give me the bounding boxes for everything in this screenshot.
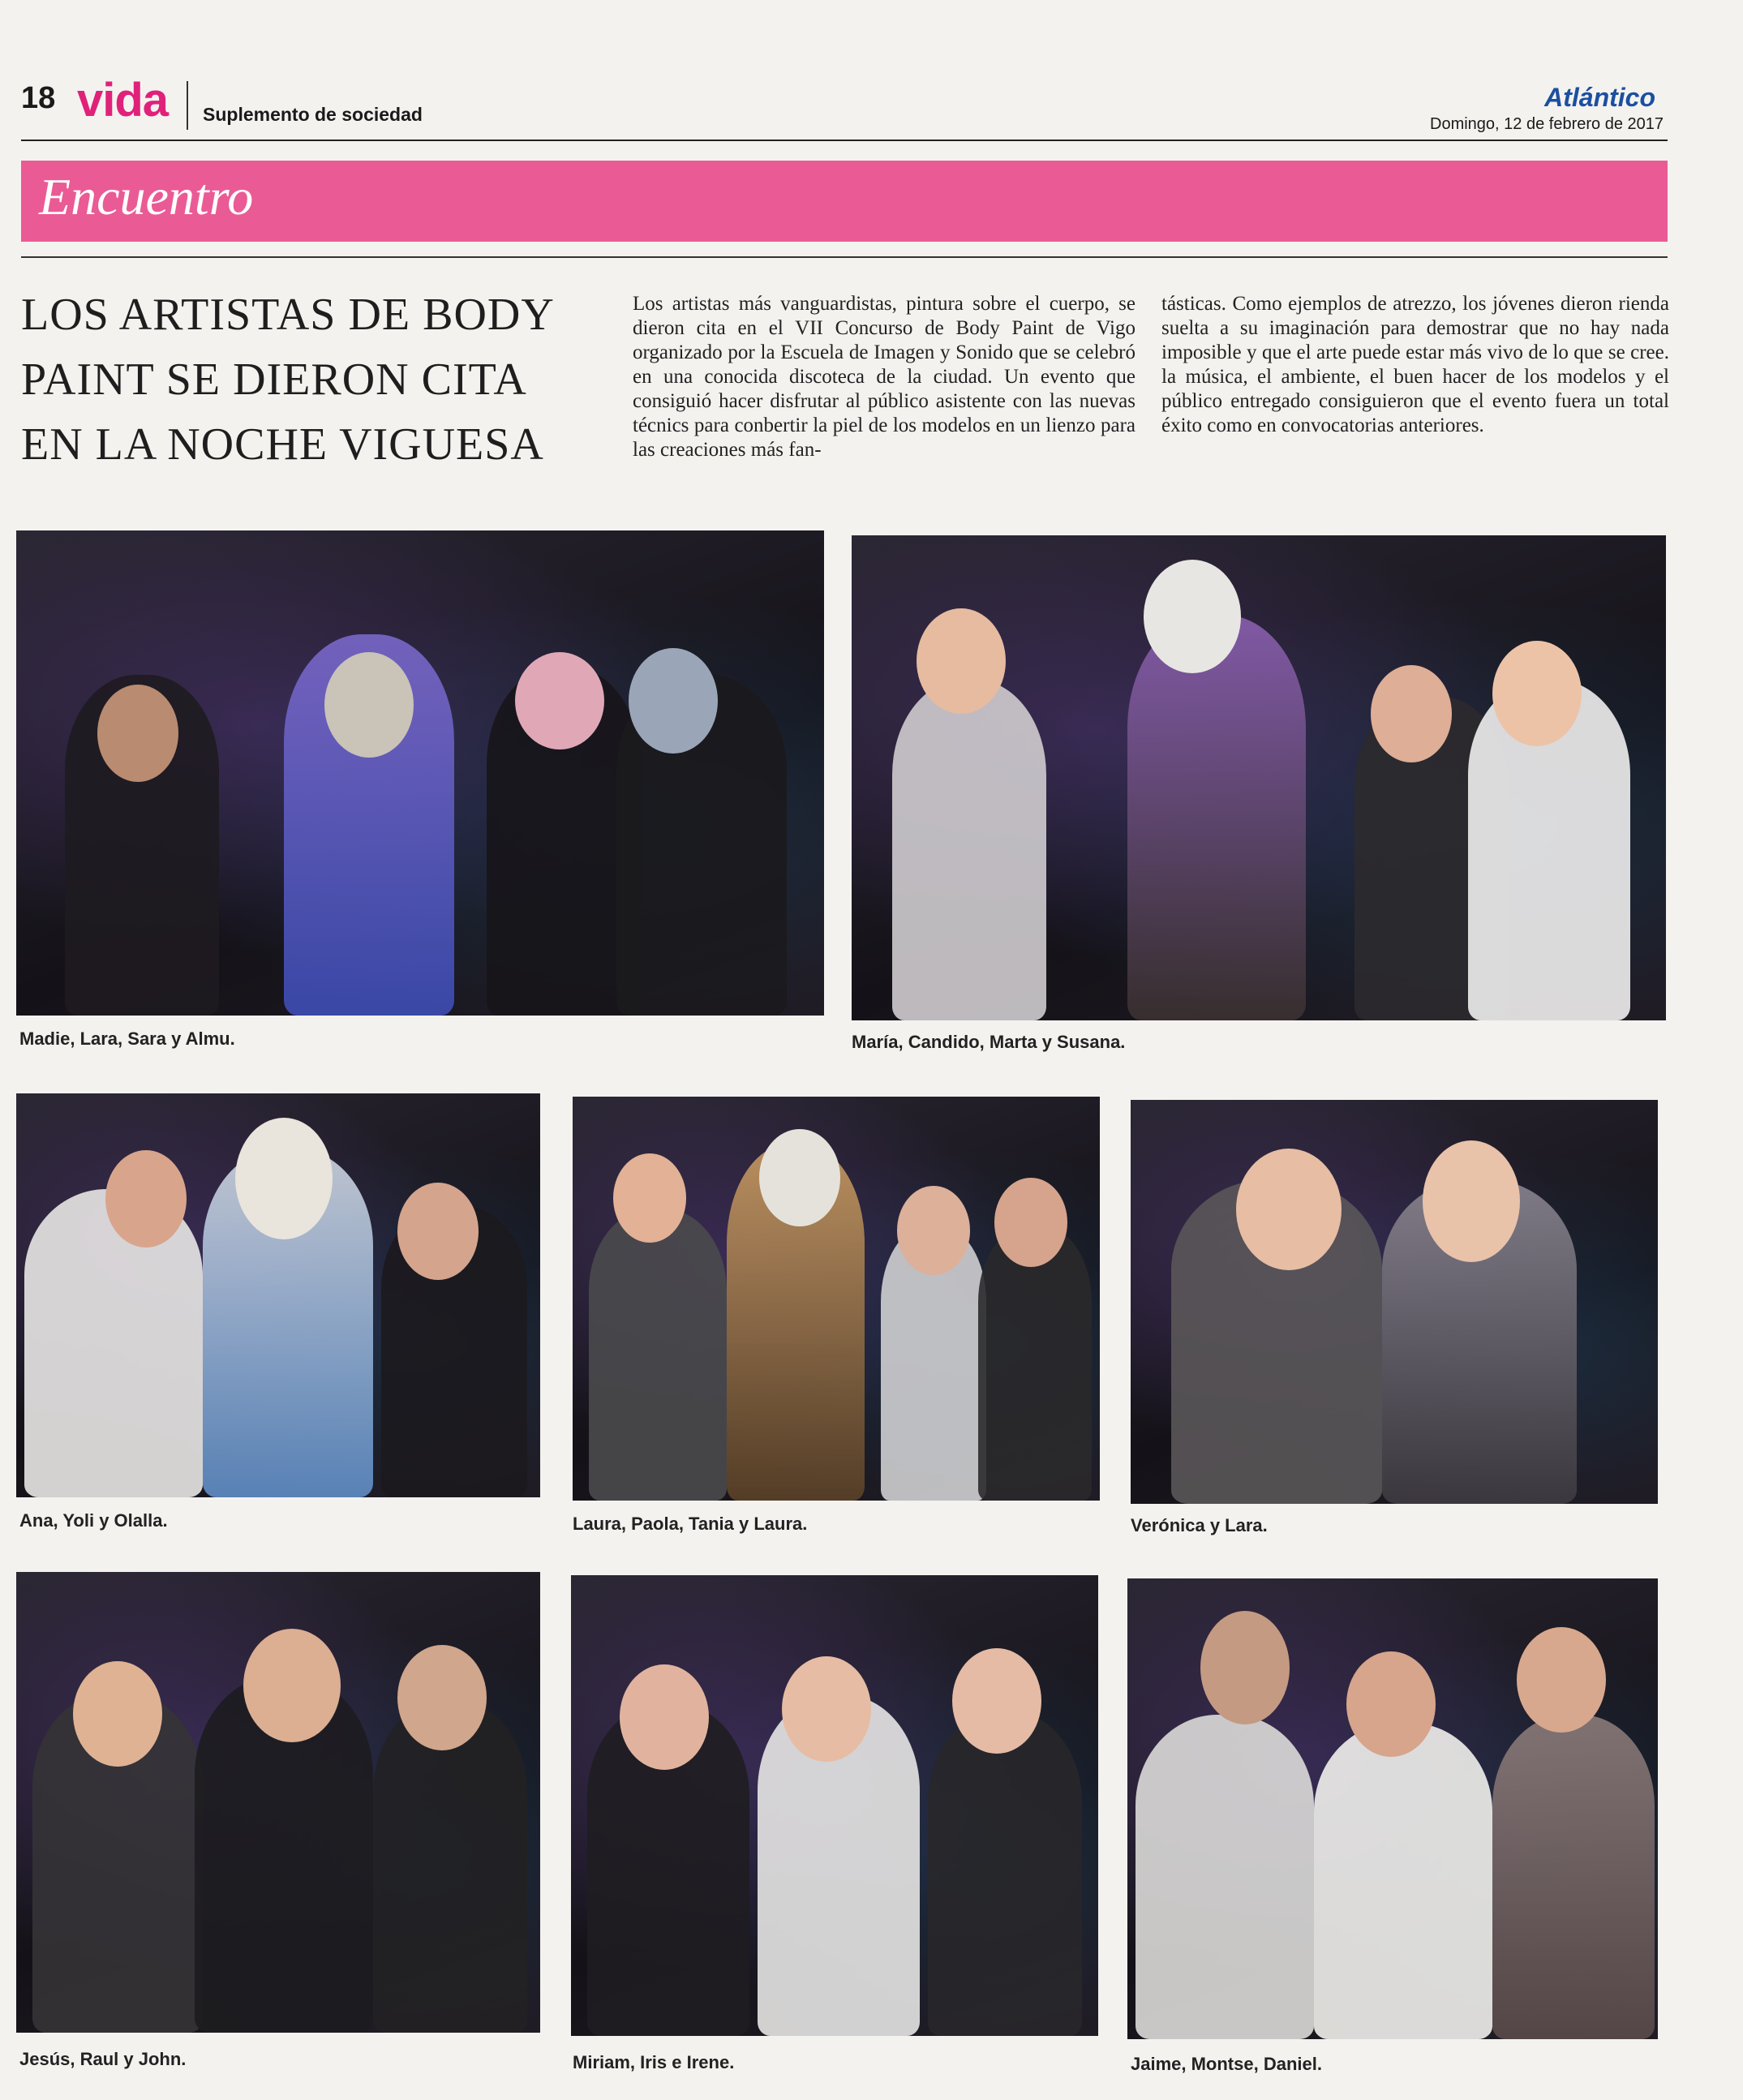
- photo-3: [16, 1093, 540, 1497]
- photo-4-caption: Laura, Paola, Tania y Laura.: [573, 1514, 808, 1534]
- section-name: vida: [77, 74, 169, 127]
- article-column-1: Los artistas más vanguardistas, pintura sobre el cuerpo, se dieron cita en el VII Concurso de Body Paint de Vigo organizado por la Escuela de Imagen y Sonido que se celebró en una conocida discoteca de la ciudad. Un evento que consiguió hacer disfrutar al público asistente con las nuevas técnics para conbertir la piel de los modelos en un lienzo para las creaciones más fan-: [633, 293, 1136, 461]
- article-column-2: tásticas. Como ejemplos de atrezzo, los jóvenes dieron rienda suelta a su imaginación para demostrar que no hay nada imposible y que el arte puede estar más vivo de lo que se cree. la música, el ambiente, el buen hacer de los modelos y el público entregado consiguieron que el evento fuera un total éxito como en convocatorias anteriores.: [1161, 293, 1669, 436]
- issue-date: Domingo, 12 de febrero de 2017: [1430, 115, 1664, 133]
- photo-4: [573, 1097, 1100, 1501]
- photo-5: [1131, 1100, 1658, 1504]
- header-divider: [187, 81, 188, 130]
- photo-6: [16, 1572, 540, 2033]
- article-headline: LOS ARTISTAS DE BODY PAINT SE DIERON CITA EN LA NOCHE VIGUESA: [21, 290, 553, 470]
- photo-2-caption: María, Candido, Marta y Susana.: [852, 1032, 1126, 1052]
- supplement-label: Suplemento de sociedad: [203, 104, 423, 125]
- photo-8: [1127, 1578, 1658, 2039]
- photo-5-caption: Verónica y Lara.: [1131, 1515, 1268, 1535]
- header-rule: [21, 140, 1668, 141]
- photo-7: [571, 1575, 1098, 2036]
- photo-7-caption: Miriam, Iris e Irene.: [573, 2052, 735, 2072]
- newspaper-brand: Atlántico: [1544, 83, 1655, 112]
- banner-title: Encuentro: [39, 168, 254, 225]
- photo-1-caption: Madie, Lara, Sara y Almu.: [19, 1029, 235, 1049]
- photo-8-caption: Jaime, Montse, Daniel.: [1131, 2054, 1322, 2074]
- photo-2: [852, 535, 1666, 1020]
- photo-1: [16, 530, 824, 1016]
- page-number: 18: [21, 81, 56, 115]
- photo-3-caption: Ana, Yoli y Olalla.: [19, 1510, 168, 1531]
- banner-rule: [21, 256, 1668, 258]
- photo-6-caption: Jesús, Raul y John.: [19, 2049, 187, 2069]
- section-banner: [21, 161, 1668, 242]
